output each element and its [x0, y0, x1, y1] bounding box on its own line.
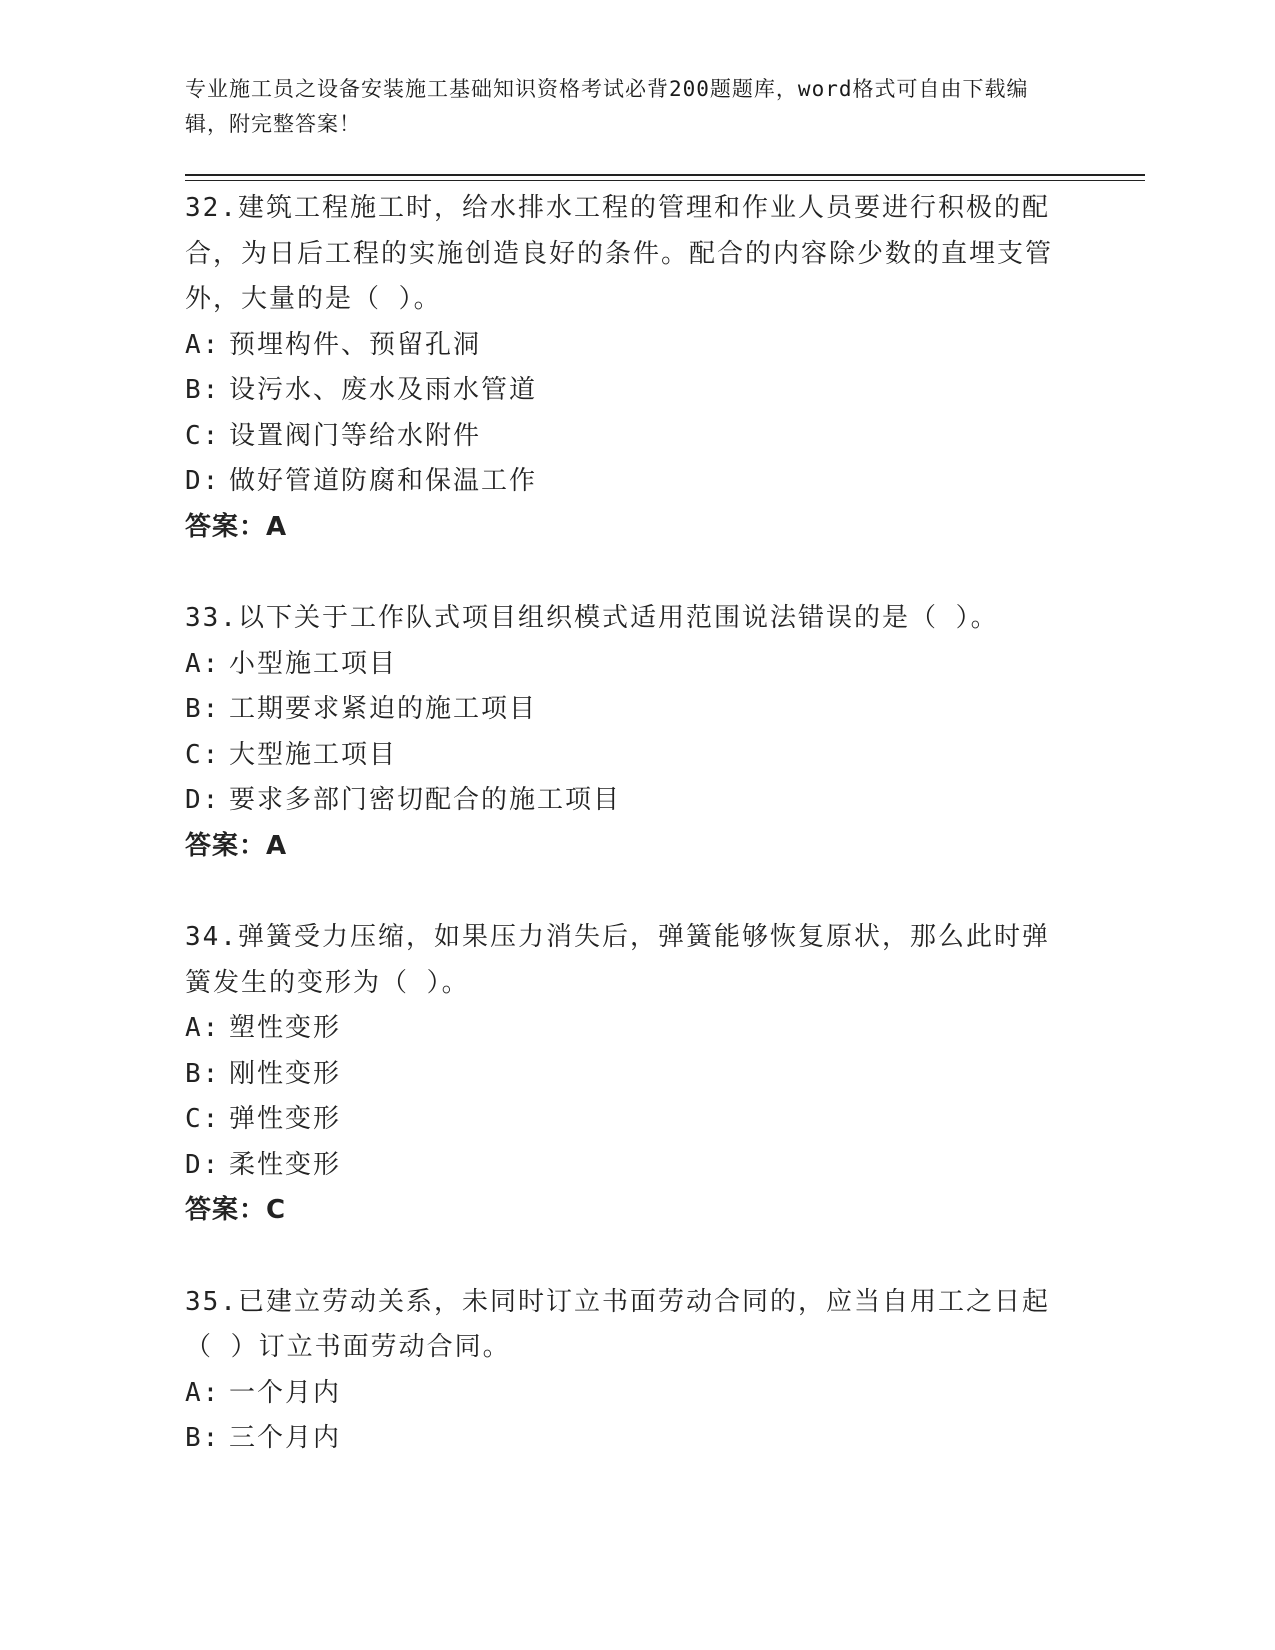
option-b — [185, 687, 1065, 733]
option-d — [185, 1143, 1065, 1189]
document-header: 专业施工员之设备安装施工基础知识资格考试必背200题题库，word格式可自由下载编辑，附完整答案！ — [185, 77, 1029, 136]
option-letter: B: — [185, 375, 221, 405]
option-letter: A: — [185, 329, 221, 360]
option-d — [185, 778, 1065, 824]
option-letter: C: — [185, 1104, 221, 1134]
question-stem: 35.已建立劳动关系，未同时订立书面劳动合同的，应当自用工之日起（ ）订立书面劳动合同。 — [185, 1286, 1050, 1362]
option-text: 做好管道防腐和保温工作 — [229, 466, 538, 496]
option-letter: D: — [185, 466, 221, 496]
option-a — [185, 323, 1065, 369]
option-text: 要求多部门密切配合的施工项目 — [229, 785, 622, 815]
option-text: 设置阀门等给水附件 — [229, 420, 482, 451]
option-text: 刚性变形 — [229, 1058, 342, 1089]
option-text: 小型施工项目 — [229, 648, 398, 679]
option-letter: B: — [185, 1058, 221, 1089]
option-text: 塑性变形 — [229, 1013, 342, 1043]
answer: 答案：A — [185, 830, 288, 861]
option-b — [185, 1052, 1065, 1098]
option-a — [185, 1006, 1065, 1052]
option-letter: D: — [185, 1149, 221, 1180]
header-rule-thin — [185, 180, 1145, 181]
question-stem: 33.以下关于工作队式项目组织模式适用范围说法错误的是（ ）。 — [185, 603, 999, 633]
option-text: 预埋构件、预留孔洞 — [229, 329, 482, 360]
option-letter: D: — [185, 785, 221, 815]
question-list — [185, 186, 1065, 1508]
option-b — [185, 368, 1065, 414]
option-text: 设污水、废水及雨水管道 — [229, 375, 538, 405]
option-c — [185, 414, 1065, 460]
option-c — [185, 733, 1065, 779]
option-letter: B: — [185, 1423, 221, 1453]
option-letter: B: — [185, 694, 221, 724]
option-letter: A: — [185, 1377, 221, 1408]
option-d — [185, 459, 1065, 505]
option-text: 柔性变形 — [229, 1149, 342, 1180]
answer: 答案：A — [185, 511, 288, 542]
option-text: 工期要求紧迫的施工项目 — [229, 694, 538, 724]
question-34 — [185, 915, 1065, 1234]
question-stem: 34.弹簧受力压缩，如果压力消失后，弹簧能够恢复原状，那么此时弹簧发生的变形为（ ）。 — [185, 922, 1050, 998]
option-text: 弹性变形 — [229, 1104, 342, 1134]
question-33 — [185, 596, 1065, 869]
option-text: 三个月内 — [229, 1423, 342, 1453]
option-letter: A: — [185, 1013, 221, 1043]
option-b — [185, 1416, 1065, 1462]
option-text: 一个月内 — [229, 1377, 342, 1408]
option-letter: C: — [185, 420, 221, 451]
header-rule-thick — [185, 174, 1145, 176]
option-a — [185, 642, 1065, 688]
option-text: 大型施工项目 — [229, 739, 398, 770]
answer: 答案：C — [185, 1195, 287, 1225]
option-letter: A: — [185, 648, 221, 679]
question-32 — [185, 186, 1065, 550]
option-c — [185, 1097, 1065, 1143]
option-a — [185, 1371, 1065, 1417]
question-35 — [185, 1280, 1065, 1462]
option-letter: C: — [185, 739, 221, 770]
question-stem: 32.建筑工程施工时，给水排水工程的管理和作业人员要进行积极的配合，为日后工程的实施创造良好的条件。配合的内容除少数的直埋支管外，大量的是（ ）。 — [185, 193, 1054, 314]
